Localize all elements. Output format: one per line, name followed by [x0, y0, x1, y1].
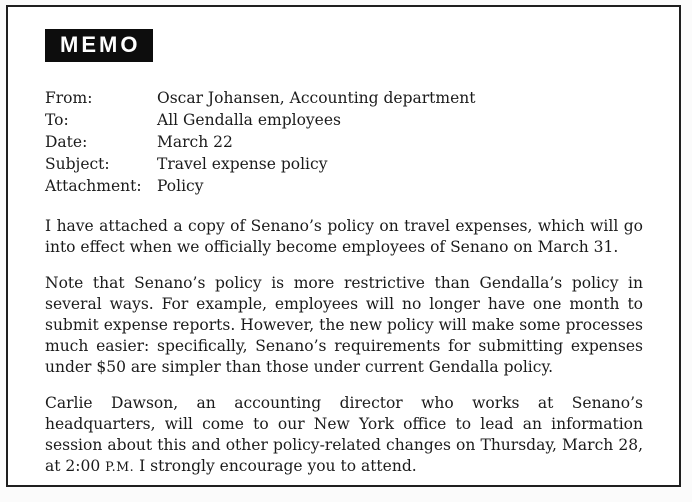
field-row-attachment	[45, 175, 643, 197]
field-value-attachment: Policy	[157, 177, 204, 195]
field-label-from: From:	[45, 89, 93, 107]
paragraph-2: Note that Senano’s policy is more restrictive than Gendalla’s policy in several ways. For example, employees will no longer have one month to submit expense reports. However, the new policy will make some processes much easier: specifically, Senano’s requirements for submitting expenses under $50 are simpler than those under current Gendalla policy.	[45, 274, 643, 376]
field-label-to: To:	[45, 111, 69, 129]
field-row-to	[45, 109, 643, 131]
field-label-attachment: Attachment:	[45, 177, 142, 195]
time-meridiem: P.M.	[105, 459, 135, 474]
field-label-subject: Subject:	[45, 155, 110, 173]
field-value-subject: Travel expense policy	[157, 155, 328, 173]
field-value-to: All Gendalla employees	[157, 111, 341, 129]
memo-content	[8, 7, 679, 477]
paragraph-3-text-end: I strongly encourage you to attend.	[134, 457, 417, 475]
memo-body	[45, 216, 643, 477]
field-label-date: Date:	[45, 133, 88, 151]
memo-header-fields	[45, 87, 643, 197]
memo-banner: MEMO	[45, 29, 153, 62]
paragraph-3	[45, 393, 643, 477]
field-value-date: March 22	[157, 133, 233, 151]
field-row-date	[45, 131, 643, 153]
paragraph-1: I have attached a copy of Senano’s policy on travel expenses, which will go into effect when we officially become employees of Senano on March 31.	[45, 217, 643, 256]
field-row-from	[45, 87, 643, 109]
paragraph-3-text: Carlie Dawson, an accounting director who works at Senano’s headquarters, will come to our New York office to lead an information session about this and other policy-related changes on Thursday, March 28, at 2:00	[45, 394, 643, 475]
memo-document	[6, 5, 681, 487]
field-value-from: Oscar Johansen, Accounting department	[157, 89, 476, 107]
field-row-subject	[45, 153, 643, 175]
